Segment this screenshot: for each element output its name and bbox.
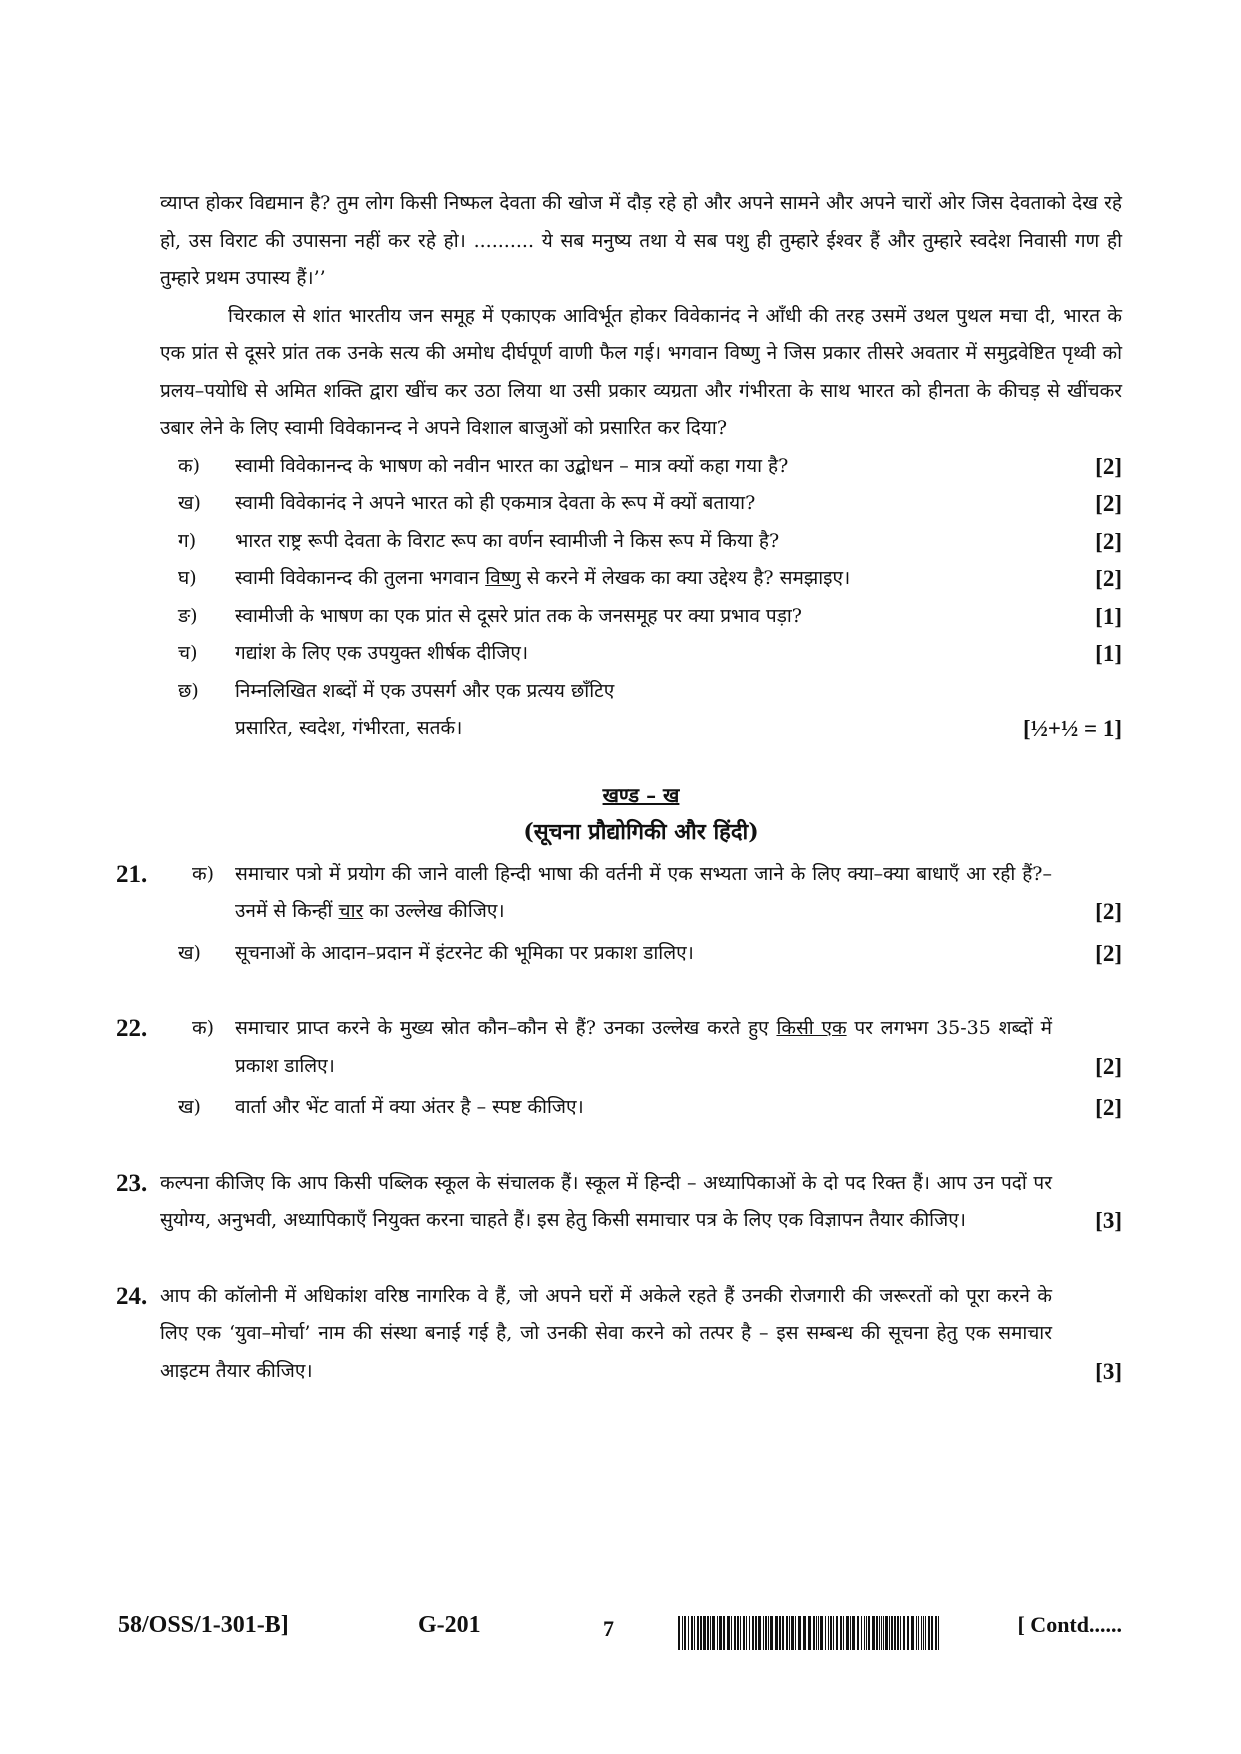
text-part: समाचार पत्रो में प्रयोग की जाने वाली हिन्दी भाषा की वर्तनी में एक सभ्यता जाने के लिए क्या–क्या बाधाएँ आ रही हैं?– उनमें से किन्हीं xyxy=(235,862,1052,922)
barcode-stripe xyxy=(691,1616,693,1650)
barcode-stripe xyxy=(795,1616,796,1650)
barcode-stripe xyxy=(881,1616,882,1650)
exam-page xyxy=(116,185,1122,1390)
barcode-stripe xyxy=(808,1616,811,1650)
paper-code: 58/OSS/1-301-B] xyxy=(118,1612,289,1638)
question-24 xyxy=(116,1278,1122,1391)
barcode-stripe xyxy=(850,1616,851,1650)
question-label: छ) xyxy=(178,679,199,702)
barcode-stripe xyxy=(879,1616,880,1650)
barcode-stripe xyxy=(765,1616,767,1650)
barcode-stripe xyxy=(921,1616,922,1650)
marks: [2] xyxy=(1095,566,1122,591)
question-22-b xyxy=(160,1089,1122,1127)
barcode-stripe xyxy=(876,1616,878,1650)
barcode-stripe xyxy=(749,1616,750,1650)
question-text: कल्पना कीजिए कि आप किसी पब्लिक स्कूल के संचालक हैं। स्कूल में हिन्दी – अध्यापिकाओं के दो पद रिक्त हैं। आप उन पदों पर सुयोग्य, अनुभवी, अध्यापिकाएँ नियुक्त करना चाहते हैं। इस हेतु किसी समाचार पत्र के लिए एक विज्ञापन तैयार कीजिए। xyxy=(160,1171,1052,1231)
barcode-stripe xyxy=(712,1616,715,1650)
barcode-stripe xyxy=(791,1616,794,1650)
barcode-stripe xyxy=(852,1616,855,1650)
question-20-c xyxy=(160,523,1122,561)
question-text: गद्यांश के लिए एक उपयुक्त शीर्षक दीजिए। xyxy=(235,642,529,664)
barcode-stripe xyxy=(903,1616,905,1650)
question-20-e xyxy=(160,598,1122,636)
barcode-stripe xyxy=(891,1616,893,1650)
marks: [3] xyxy=(1095,1358,1122,1384)
barcode-stripe xyxy=(813,1616,815,1650)
barcode-stripe xyxy=(678,1616,680,1650)
question-text: सूचनाओं के आदान–प्रदान में इंटरनेट की भूमिका पर प्रकाश डालिए। xyxy=(235,941,694,964)
barcode-stripe xyxy=(918,1616,919,1650)
question-label: ख) xyxy=(178,941,201,964)
barcode-stripe xyxy=(740,1616,741,1650)
barcode-stripe xyxy=(727,1616,730,1650)
page-footer xyxy=(118,1612,1122,1652)
barcode-stripe xyxy=(843,1616,844,1650)
underlined-word: चार xyxy=(338,900,364,922)
barcode-stripe xyxy=(828,1616,829,1650)
question-text: स्वामी विवेकानंद ने अपने भारत को ही एकमात्र देवता के रूप में क्यों बताया? xyxy=(235,492,756,514)
question-label: ङ) xyxy=(178,604,198,627)
marks: [3] xyxy=(1095,1208,1122,1233)
marks: [2] xyxy=(1095,528,1122,554)
marks: [1] xyxy=(1095,641,1122,666)
barcode-stripe xyxy=(820,1616,823,1650)
continued-label: [ Contd...... xyxy=(1017,1612,1122,1637)
question-20-b xyxy=(160,485,1122,523)
question-20-g-words xyxy=(160,710,1122,748)
barcode-stripe xyxy=(803,1616,806,1650)
barcode-stripe xyxy=(723,1616,725,1650)
barcode-stripe xyxy=(700,1616,702,1650)
marks: [2] xyxy=(1095,453,1122,479)
question-number: 22. xyxy=(116,1015,148,1042)
question-number: 23. xyxy=(116,1169,148,1197)
question-label: घ) xyxy=(178,567,197,589)
barcode-icon xyxy=(678,1616,940,1650)
barcode-stripe xyxy=(866,1616,867,1650)
marks: [2] xyxy=(1095,899,1122,924)
question-21-b xyxy=(160,935,1122,973)
question-label: क) xyxy=(192,862,215,885)
marks: [2] xyxy=(1095,1053,1122,1079)
barcode-stripe xyxy=(775,1616,778,1650)
underlined-word: किसी एक xyxy=(776,1017,847,1039)
barcode-stripe xyxy=(752,1616,754,1650)
barcode-stripe xyxy=(925,1616,926,1650)
barcode-stripe xyxy=(684,1616,686,1650)
series-code: G-201 xyxy=(418,1612,481,1638)
barcode-stripe xyxy=(786,1616,788,1650)
barcode-stripe xyxy=(816,1616,817,1650)
question-number: 21. xyxy=(116,860,148,888)
question-text: स्वामीजी के भाषण का एक प्रांत से दूसरे प्रांत तक के जनसमूह पर क्या प्रभाव पड़ा? xyxy=(235,604,802,627)
marks: [2] xyxy=(1095,940,1122,966)
question-20-f xyxy=(160,635,1122,673)
barcode-stripe xyxy=(746,1616,747,1650)
barcode-stripe xyxy=(857,1616,859,1650)
text-part: पर लगभग 35-35 शब्दों में प्रकाश डालिए। xyxy=(235,1017,1053,1077)
question-20-g xyxy=(160,673,1122,711)
barcode-stripe xyxy=(897,1616,899,1650)
section-subtitle: (सूचना प्रौद्योगिकी और हिंदी) xyxy=(523,818,759,845)
marks: [½+½ = 1] xyxy=(1022,716,1122,741)
question-21-a xyxy=(116,856,1122,931)
barcode-stripe xyxy=(911,1616,914,1650)
barcode-stripe xyxy=(731,1616,732,1650)
barcode-stripe xyxy=(763,1616,764,1650)
section-title: खण्ड – ख xyxy=(602,782,680,807)
text-part: से करने में लेखक का क्या उद्देश्य है? समझाइए। xyxy=(520,567,851,589)
question-label: क) xyxy=(178,454,201,477)
marks: [2] xyxy=(1095,491,1122,516)
barcode-stripe xyxy=(782,1616,784,1650)
barcode-stripe xyxy=(935,1616,937,1650)
question-text: स्वामी विवेकानन्द के भाषण को नवीन भारत का उद्बोधन – मात्र क्यों कहा गया है? xyxy=(235,454,789,477)
barcode-stripe xyxy=(883,1616,884,1650)
question-text: निम्नलिखित शब्दों में एक उपसर्ग और एक प्रत्यय छाँटिए xyxy=(235,679,615,702)
barcode-stripe xyxy=(861,1616,862,1650)
barcode-stripe xyxy=(900,1616,901,1650)
barcode-stripe xyxy=(798,1616,801,1650)
barcode-stripe xyxy=(717,1616,718,1650)
barcode-stripe xyxy=(707,1616,709,1650)
barcode-stripe xyxy=(833,1616,834,1650)
word-list: प्रसारित, स्वदेश, गंभीरता, सतर्क। xyxy=(235,717,463,739)
question-23 xyxy=(116,1165,1122,1240)
barcode-stripe xyxy=(916,1616,917,1650)
barcode-stripe xyxy=(846,1616,849,1650)
question-20-list xyxy=(160,448,1122,748)
barcode-stripe xyxy=(923,1616,924,1650)
barcode-stripe xyxy=(779,1616,781,1650)
barcode-stripe xyxy=(907,1616,909,1650)
barcode-stripe xyxy=(703,1616,706,1650)
barcode-stripe xyxy=(755,1616,757,1650)
barcode-stripe xyxy=(789,1616,790,1650)
barcode-stripe xyxy=(770,1616,773,1650)
barcode-stripe xyxy=(743,1616,745,1650)
barcode-stripe xyxy=(825,1616,826,1650)
text-part: स्वामी विवेकानन्द की तुलना भगवान xyxy=(235,567,486,589)
barcode-stripe xyxy=(894,1616,896,1650)
question-text xyxy=(160,1010,1122,1085)
barcode-stripe xyxy=(719,1616,722,1650)
question-20-a xyxy=(160,448,1122,486)
question-label: ग) xyxy=(178,529,197,552)
barcode-stripe xyxy=(872,1616,875,1650)
barcode-stripe xyxy=(885,1616,888,1650)
page-number: 7 xyxy=(603,1616,614,1641)
question-text: भारत राष्ट्र रूपी देवता के विराट रूप का वर्णन स्वामीजी ने किस रूप में किया है? xyxy=(235,529,780,552)
text-part: समाचार प्राप्त करने के मुख्य स्रोत कौन–कौन से हैं? उनका उल्लेख करते हुए xyxy=(235,1017,777,1039)
barcode-stripe xyxy=(734,1616,736,1650)
text-part: का उल्लेख कीजिए। xyxy=(363,900,505,922)
barcode-stripe xyxy=(688,1616,689,1650)
barcode-stripe xyxy=(938,1616,939,1650)
barcode-stripe xyxy=(931,1616,933,1650)
question-text xyxy=(160,560,1122,598)
barcode-stripe xyxy=(710,1616,711,1650)
question-label: ख) xyxy=(178,492,201,514)
question-22-a xyxy=(116,1010,1122,1085)
question-text: वार्ता और भेंट वार्ता में क्या अंतर है – स्पष्ट कीजिए। xyxy=(235,1096,584,1118)
barcode-stripe xyxy=(889,1616,890,1650)
passage-para-2: चिरकाल से शांत भारतीय जन समूह में एकाएक आविर्भूत होकर विवेकानंद ने आँधी की तरह उसमें उथल पुथल मचा दी, भारत के एक प्रांत से दूसरे प्रांत तक उनके सत्य की अमोध दीर्घपूर्ण वाणी फैल गई। भगवान विष्णु ने जिस प्रकार तीसरे अवतार में समुद्रवेष्टित पृथ्वी को प्रलय–पयोधि से अमित शक्ति द्वारा खींच कर उठा लिया था उसी प्रकार व्यग्रता और गंभीरता के साथ भारत को हीनता के कीचड़ से खींचकर उबार लेने के लिए स्वामी विवेकानन्द ने अपने विशाल बाजुओं को प्रसारित कर दिया? xyxy=(160,304,1122,439)
question-text xyxy=(160,856,1122,931)
barcode-stripe xyxy=(768,1616,769,1650)
passage-para-1: व्याप्त होकर विद्यमान है? तुम लोग किसी निष्फल देवता की खोज में दौड़ रहे हो और अपने सामने और अपने चारों ओर जिस देवताको देख रहे हो, उस विराट की उपासना नहीं कर रहे हो। .......... ये सब मनुष्य तथा ये सब पशु ही तुम्हारे ईश्वर हैं और तुम्हारे स्वदेश निवासी गण ही तुम्हारे प्रथम उपास्य हैं।’’ xyxy=(160,192,1122,289)
marks: [2] xyxy=(1095,1095,1122,1120)
question-label: ख) xyxy=(178,1096,201,1118)
barcode-stripe xyxy=(682,1616,683,1650)
question-label: क) xyxy=(192,1017,215,1039)
barcode-stripe xyxy=(868,1616,870,1650)
barcode-stripe xyxy=(818,1616,819,1650)
barcode-stripe xyxy=(758,1616,761,1650)
marks: [1] xyxy=(1095,603,1122,629)
question-label: च) xyxy=(178,642,198,664)
barcode-stripe xyxy=(840,1616,842,1650)
barcode-stripe xyxy=(928,1616,930,1650)
barcode-stripe xyxy=(830,1616,832,1650)
question-text: आप की कॉलोनी में अधिकांश वरिष्ठ नागरिक वे हैं, जो अपने घरों में अकेले रहते हैं उनकी रोजगारी की जरूरतों को पूरा करने के लिए एक ‘युवा–मोर्चा’ नाम की संस्था बनाई गई है, जो उनकी सेवा करने को तत्पर है – इस सम्बन्ध की सूचना हेतु एक समाचार आइटम तैयार कीजिए। xyxy=(160,1284,1052,1382)
question-20-d xyxy=(160,560,1122,598)
question-number: 24. xyxy=(116,1282,148,1310)
barcode-stripe xyxy=(694,1616,695,1650)
barcode-stripe xyxy=(697,1616,699,1650)
barcode-stripe xyxy=(836,1616,838,1650)
barcode-stripe xyxy=(864,1616,865,1650)
underlined-word: विष्णु xyxy=(485,567,521,589)
barcode-stripe xyxy=(737,1616,739,1650)
